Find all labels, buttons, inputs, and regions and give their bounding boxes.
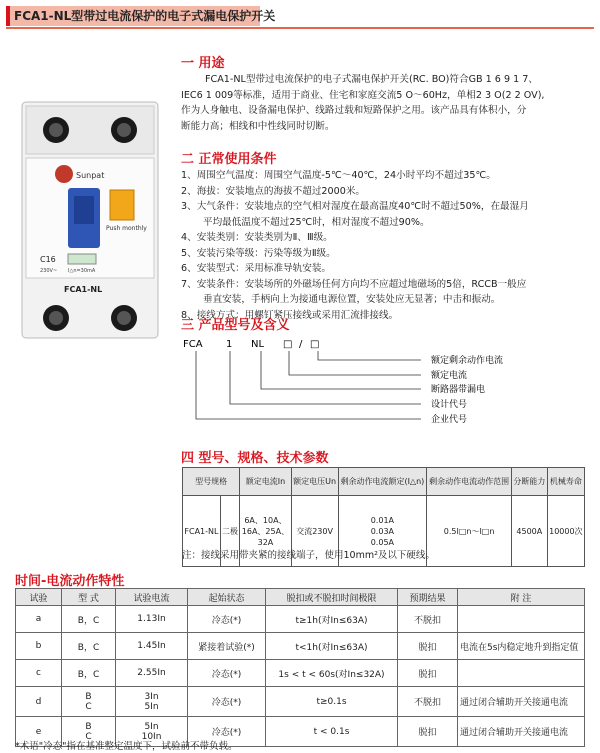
section1-line: FCA1-NL型带过电流保护的电子式漏电保护开关(RC. BO)符合GB 1 6 9 1 7、 xyxy=(205,74,538,85)
cell-remark xyxy=(458,660,585,687)
code-meaning: 企业代号 xyxy=(431,415,468,425)
cell-result: 脱扣 xyxy=(398,717,458,747)
spec-line: I△n=30mA xyxy=(68,268,96,274)
cell-current: 1.13In xyxy=(116,606,188,633)
column-header: 附 注 xyxy=(458,589,585,606)
cell-limit: t≥0.1s xyxy=(266,687,398,717)
cell-voltage: 交流230V xyxy=(291,496,338,567)
cell-current: 1.45In xyxy=(116,633,188,660)
code-meaning: 设计代号 xyxy=(431,400,468,410)
cell-test: e xyxy=(16,717,62,747)
cell-result: 不脱扣 xyxy=(398,687,458,717)
code-meaning: 额定电流 xyxy=(431,371,468,381)
spec-line: 230V~ xyxy=(40,268,58,274)
column-header: 脱扣或不脱扣时间极限 xyxy=(266,589,398,606)
column-header: 起始状态 xyxy=(188,589,266,606)
current-line: 32A xyxy=(257,537,274,547)
cell-current: 2.55In xyxy=(116,660,188,687)
current-line: 3In xyxy=(144,691,159,702)
residual-line: 0.03A xyxy=(370,526,395,536)
section1-heading: 一 用途 xyxy=(181,56,225,71)
section1-line: 作为人身触电、设备漏电保护、线路过载和短路保护之用。该产品具有体积小，分 xyxy=(181,105,527,116)
condition-item: 7、安装条件：安装场所的外磁场任何方向均不应超过地磁场的5倍，RCCB一般应 xyxy=(181,278,527,290)
push-label: Push monthly xyxy=(106,225,147,232)
condition-item: 3、大气条件：安装地点的空气相对湿度在最高温度40℃时不超过50%，在最湿月 xyxy=(181,201,529,212)
column-header: 型 式 xyxy=(62,589,116,606)
section4-heading: 四 型号、规格、技术参数 xyxy=(181,451,329,466)
cell-remark: 通过闭合辅助开关接通电流 xyxy=(458,687,585,717)
residual-line: 0.05A xyxy=(370,537,395,547)
code-part: 1 xyxy=(226,339,233,350)
table-header-row xyxy=(183,468,585,496)
condition-item: 垂直安装，手柄向上为接通电源位置，安装处应无显著；中击和振动。 xyxy=(203,294,501,305)
cell-type xyxy=(62,687,116,717)
current-line: 5In xyxy=(144,701,159,712)
cell-state: 冷态(*) xyxy=(188,606,266,633)
table-footnote: *术语"冷态"指在基准整定温度下，试验前不带负载。 xyxy=(15,741,238,752)
table-row xyxy=(16,633,585,660)
cell-limit: 1s < t < 60s(对In≤32A) xyxy=(266,660,398,687)
cell-state: 冷态(*) xyxy=(188,660,266,687)
cell-type: B，C xyxy=(62,606,116,633)
current-line: 16A、25A、 xyxy=(241,526,290,536)
cell-model: FCA1-NL xyxy=(183,496,221,567)
column-header: 机械寿命 xyxy=(547,468,584,496)
title-underline xyxy=(6,27,594,29)
column-header: 额定电流In xyxy=(240,468,291,496)
table-row xyxy=(16,687,585,717)
model-label: FCA1-NL xyxy=(64,285,103,294)
section1-line: 断能力高；相线和中性线同时切断。 xyxy=(181,120,335,132)
condition-item: 2、海拔：安装地点的海拔不超过2000米。 xyxy=(181,185,366,197)
section1-line: IEC6 1 009等标准，适用于商业、住宅和家庭交流5 O～60Hz，单相2 3 O(2 2 OV), xyxy=(181,89,545,101)
cell-poles: 二极 xyxy=(220,496,239,567)
rating-label: C16 xyxy=(40,255,56,264)
cell-limit: t<1h(对In≤63A) xyxy=(266,633,398,660)
cell-type: B，C xyxy=(62,633,116,660)
column-header: 预期结果 xyxy=(398,589,458,606)
cell-current xyxy=(116,687,188,717)
type-line: C xyxy=(85,731,92,742)
cell-result: 不脱扣 xyxy=(398,606,458,633)
test-button xyxy=(110,190,134,220)
current-line: 5In xyxy=(144,721,159,732)
cell-breaking: 4500A xyxy=(511,496,547,567)
column-header: 额定电压Un xyxy=(291,468,338,496)
type-line: B xyxy=(85,721,92,732)
condition-item: 5、安装污染等级：污染等级为Ⅱ级。 xyxy=(181,247,336,259)
time-current-table xyxy=(15,588,585,747)
code-meaning: 额定剩余动作电流 xyxy=(431,356,504,366)
page-title: FCA1-NL型带过电流保护的电子式漏电保护开关 xyxy=(14,9,276,23)
cell-test: b xyxy=(16,633,62,660)
code-meaning: 断路器带漏电 xyxy=(431,385,486,395)
cell-state: 紧接着试验(*) xyxy=(188,633,266,660)
residual-line: 0.01A xyxy=(370,515,395,525)
cell-test: a xyxy=(16,606,62,633)
brand-text: Sunpat xyxy=(76,171,105,180)
condition-item: 1、周围空气温度：周围空气温度-5℃～40℃，24小时平均不超过35℃。 xyxy=(181,170,496,181)
time-table-heading: 时间-电流动作特性 xyxy=(15,574,125,589)
section2-heading: 二 正常使用条件 xyxy=(181,152,277,167)
brand-logo xyxy=(55,165,73,183)
cell-limit: t≥1h(对In≤63A) xyxy=(266,606,398,633)
code-part: / xyxy=(299,339,303,350)
cell-remark: 通过闭合辅助开关接通电流 xyxy=(458,717,585,747)
code-part: FCA xyxy=(183,339,203,350)
column-header: 试验 xyxy=(16,589,62,606)
current-line: 10In xyxy=(141,731,162,742)
type-line: C xyxy=(85,701,92,712)
condition-item: 6、安装型式：采用标准导轨安装。 xyxy=(181,263,332,274)
column-header: 剩余动作电流动作范围 xyxy=(427,468,512,496)
column-header: 剩余动作电流额定(I△n) xyxy=(338,468,427,496)
cell-range: 0.5I□n～I□n xyxy=(427,496,512,567)
cell-test: d xyxy=(16,687,62,717)
cell-type: B，C xyxy=(62,660,116,687)
cell-result: 脱扣 xyxy=(398,660,458,687)
cell-life: 10000次 xyxy=(547,496,584,567)
section2-body xyxy=(181,168,581,323)
table-header-row xyxy=(16,589,585,606)
column-header: 试验电流 xyxy=(116,589,188,606)
cell-test: c xyxy=(16,660,62,687)
condition-item: 平均最低温度不超过25℃时，相对湿度不超过90%。 xyxy=(203,216,430,228)
cell-limit: t < 0.1s xyxy=(266,717,398,747)
current-line: 6A、10A、 xyxy=(244,515,287,525)
condition-item: 8、接线方式：用螺钉紧压接线或采用汇流排接线。 xyxy=(181,309,399,321)
product-image xyxy=(20,100,160,340)
page-title-bar xyxy=(6,6,276,26)
section1-body xyxy=(181,72,581,134)
code-part: NL xyxy=(251,339,265,350)
cell-remark: 电流在5s内稳定地升到指定值 xyxy=(458,633,585,660)
code-part: □ xyxy=(283,339,293,350)
column-header: 型号规格 xyxy=(183,468,240,496)
cell-remark xyxy=(458,606,585,633)
section3-heading: 三 产品型号及含义 xyxy=(181,318,290,333)
cell-result: 脱扣 xyxy=(398,633,458,660)
cell-state: 冷态(*) xyxy=(188,687,266,717)
model-code-diagram xyxy=(181,330,581,430)
table-row xyxy=(16,660,585,687)
code-part: □ xyxy=(310,339,320,350)
spec-note: 注：接线采用带夹紧的接线端子，使用10mm²及以下硬线。 xyxy=(182,550,435,561)
condition-item: 4、安装类别：安装类别为Ⅱ、Ⅲ级。 xyxy=(181,232,333,243)
type-line: B xyxy=(85,691,92,702)
column-header: 分断能力 xyxy=(511,468,547,496)
table-row xyxy=(16,606,585,633)
cell-state: 冷态(*) xyxy=(188,717,266,747)
